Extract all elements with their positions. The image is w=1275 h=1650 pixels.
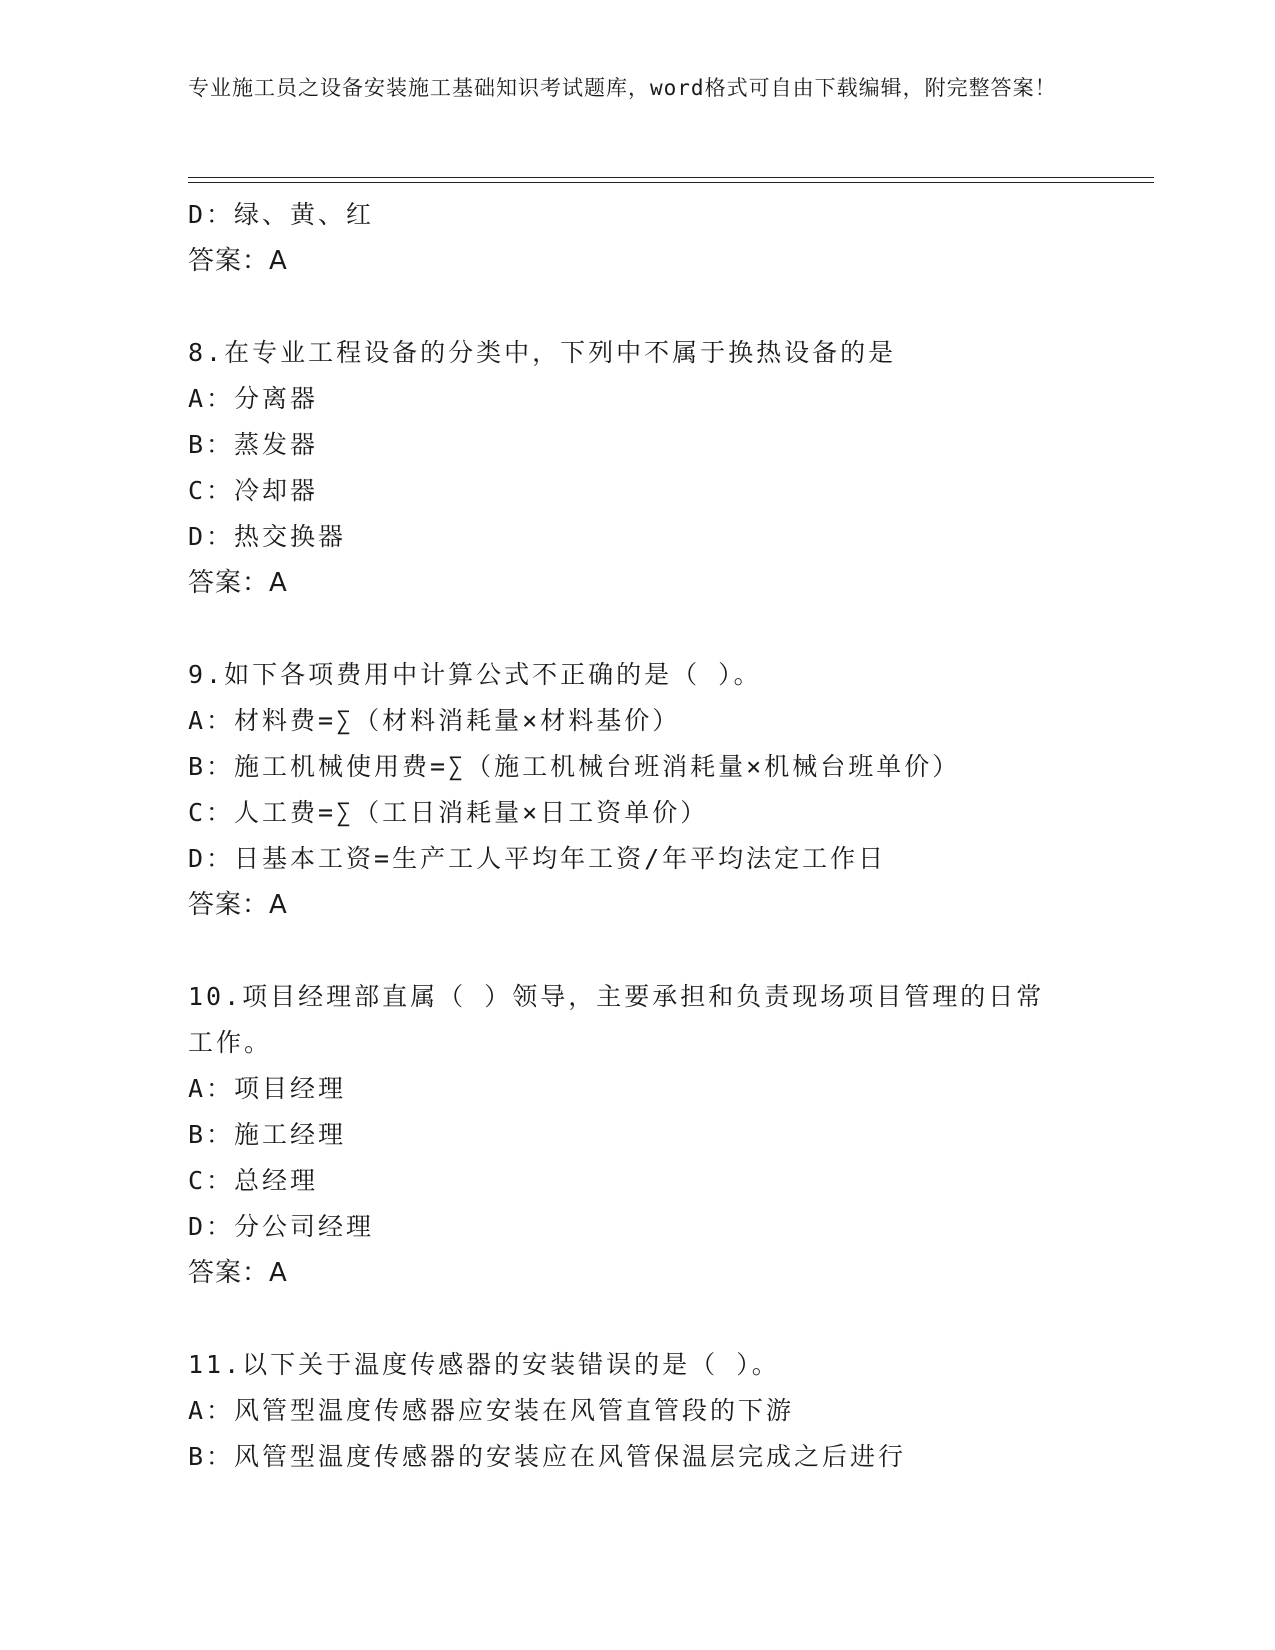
header-text: 专业施工员之设备安装施工基础知识考试题库，word格式可自由下载编辑，附完整答案！ xyxy=(188,76,1057,100)
header-rule-top xyxy=(188,177,1154,178)
question-stem: 8.在专业工程设备的分类中，下列中不属于换热设备的是 xyxy=(188,338,897,367)
question-content xyxy=(188,192,1148,1480)
spacer xyxy=(188,1296,1148,1342)
option-a: A：项目经理 xyxy=(188,1074,347,1103)
option-b: B：蒸发器 xyxy=(188,430,319,459)
spacer xyxy=(188,284,1148,330)
spacer xyxy=(188,606,1148,652)
question-stem: 10.项目经理部直属（ ）领导，主要承担和负责现场项目管理的日常工作。 xyxy=(188,982,1045,1057)
answer: 答案：A xyxy=(188,568,288,598)
question-stem: 11.以下关于温度传感器的安装错误的是（ ）。 xyxy=(188,1350,780,1379)
spacer xyxy=(188,928,1148,974)
option-a: A：风管型温度传感器应安装在风管直管段的下游 xyxy=(188,1396,795,1425)
option-b: B：风管型温度传感器的安装应在风管保温层完成之后进行 xyxy=(188,1442,907,1471)
option-b: B：施工机械使用费=∑（施工机械台班消耗量×机械台班单价） xyxy=(188,752,961,781)
answer: 答案：A xyxy=(188,1258,288,1288)
option-a: A：材料费=∑（材料消耗量×材料基价） xyxy=(188,706,681,735)
option-d: D：分公司经理 xyxy=(188,1212,375,1241)
option-c: C：冷却器 xyxy=(188,476,319,505)
answer: 答案：A xyxy=(188,246,288,276)
answer: 答案：A xyxy=(188,890,288,920)
option-a: A：分离器 xyxy=(188,384,319,413)
option-c: C：总经理 xyxy=(188,1166,319,1195)
page-header xyxy=(188,72,1068,105)
option-c: C：人工费=∑（工日消耗量×日工资单价） xyxy=(188,798,709,827)
option-d: D：绿、黄、红 xyxy=(188,200,375,229)
option-b: B：施工经理 xyxy=(188,1120,347,1149)
question-stem: 9.如下各项费用中计算公式不正确的是（ ）。 xyxy=(188,660,762,689)
option-d: D：热交换器 xyxy=(188,522,347,551)
header-rule-bottom xyxy=(188,182,1154,183)
option-d: D：日基本工资=生产工人平均年工资/年平均法定工作日 xyxy=(188,844,887,873)
